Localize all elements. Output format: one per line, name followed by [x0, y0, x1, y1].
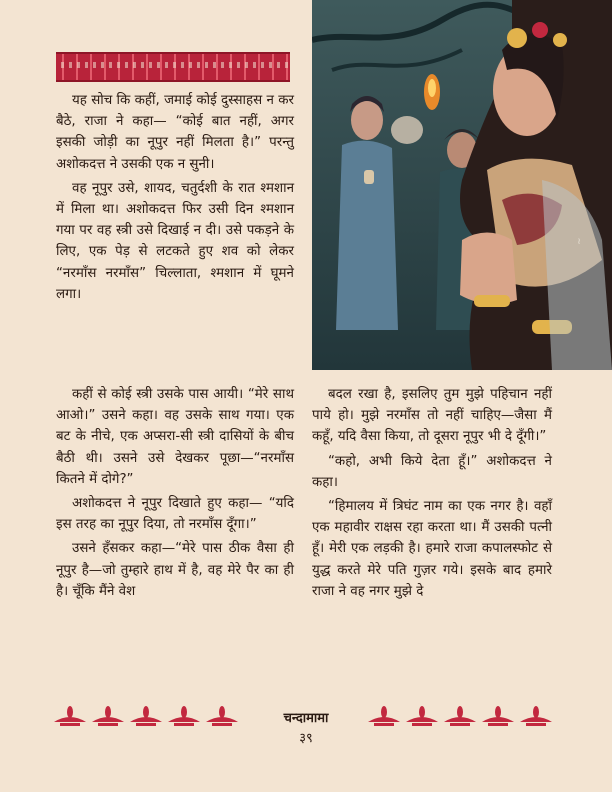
story-illustration [312, 0, 612, 370]
magazine-name: चन्दामामा [283, 711, 329, 726]
paragraph: अशोकदत्त ने नूपुर दिखाते हुए कहा— “यदि इस तरह का नूपुर दिया, तो नरमाँस दूँगा।” [56, 496, 294, 533]
paragraph: उसने हँसकर कहा—“मेरे पास ठीक वैसा ही नूपुर है—जो तुम्हारे हाथ में है, वह मेरे पैर का ही है। चूँकि मैंने वेश [56, 541, 294, 599]
decorative-header-band [56, 52, 290, 82]
paragraph: बदल रखा है, इसलिए तुम मुझे पहिचान नहीं पाये हो। मुझे नरमाँस तो नहीं चाहिए—जैसा मैं कहूँ, यदि वैसा किया, तो दूसरा नूपुर भी दे दूँगी।” [312, 387, 552, 445]
paragraph: “कहो, अभी किये देता हूँ।” अशोकदत्त ने कहा। [312, 453, 552, 490]
illustration-woman-with-attendants-icon [312, 0, 612, 370]
right-column [312, 384, 552, 605]
paragraph: यह सोच कि कहीं, जमाई कोई दुस्साहस न कर बैठे, राजा ने कहा— “कोई बात नहीं, अगर इसकी जोड़ी का नूपुर नहीं मिलता है।” परन्तु अशोकदत्त ने उसकी एक न सुनी। [56, 93, 294, 172]
lamp-ornament-icon [52, 704, 240, 728]
page-number: ३९ [299, 731, 313, 746]
left-column-top [56, 90, 294, 308]
lamp-ornament-icon [366, 704, 554, 728]
svg-text:~: ~ [575, 237, 585, 245]
paragraph: कहीं से कोई स्त्री उसके पास आयी। “मेरे साथ आओ।” उसने कहा। वह उसके साथ गया। एक बट के नीचे, एक अप्सरा-सी स्त्री दासियों के बीच बैठी थी। उसने उसे देखकर पूछा—“नरमाँस कितने में दोगे?” [56, 387, 294, 487]
paragraph: “हिमालय में त्रिघंट नाम का एक नगर है। वहाँ एक महावीर राक्षस रहा करता था। मैं उसकी पत्नी हूँ। मेरी एक लड़की है। हमारे राजा कपालस्फोट से युद्ध करते मेरे पति गुज़र गये। इसके बाद हमारे राजा ने वह नगर मुझे दे [312, 499, 552, 599]
page-footer [0, 700, 612, 760]
paragraph: वह नूपुर उसे, शायद, चतुर्दशी के रात श्मशान में मिला था। अशोकदत्त फिर उसी दिन श्मशान गया पर वह स्त्री उसे दिखाई न दी। उसे पकड़ने के लिए, एक पेड़ से लटकते हुए शव को लेकर “नरमाँस नरमाँस” चिल्लाता, श्मशान में घूमने लगा। [56, 180, 294, 302]
left-column-bottom [56, 384, 294, 605]
